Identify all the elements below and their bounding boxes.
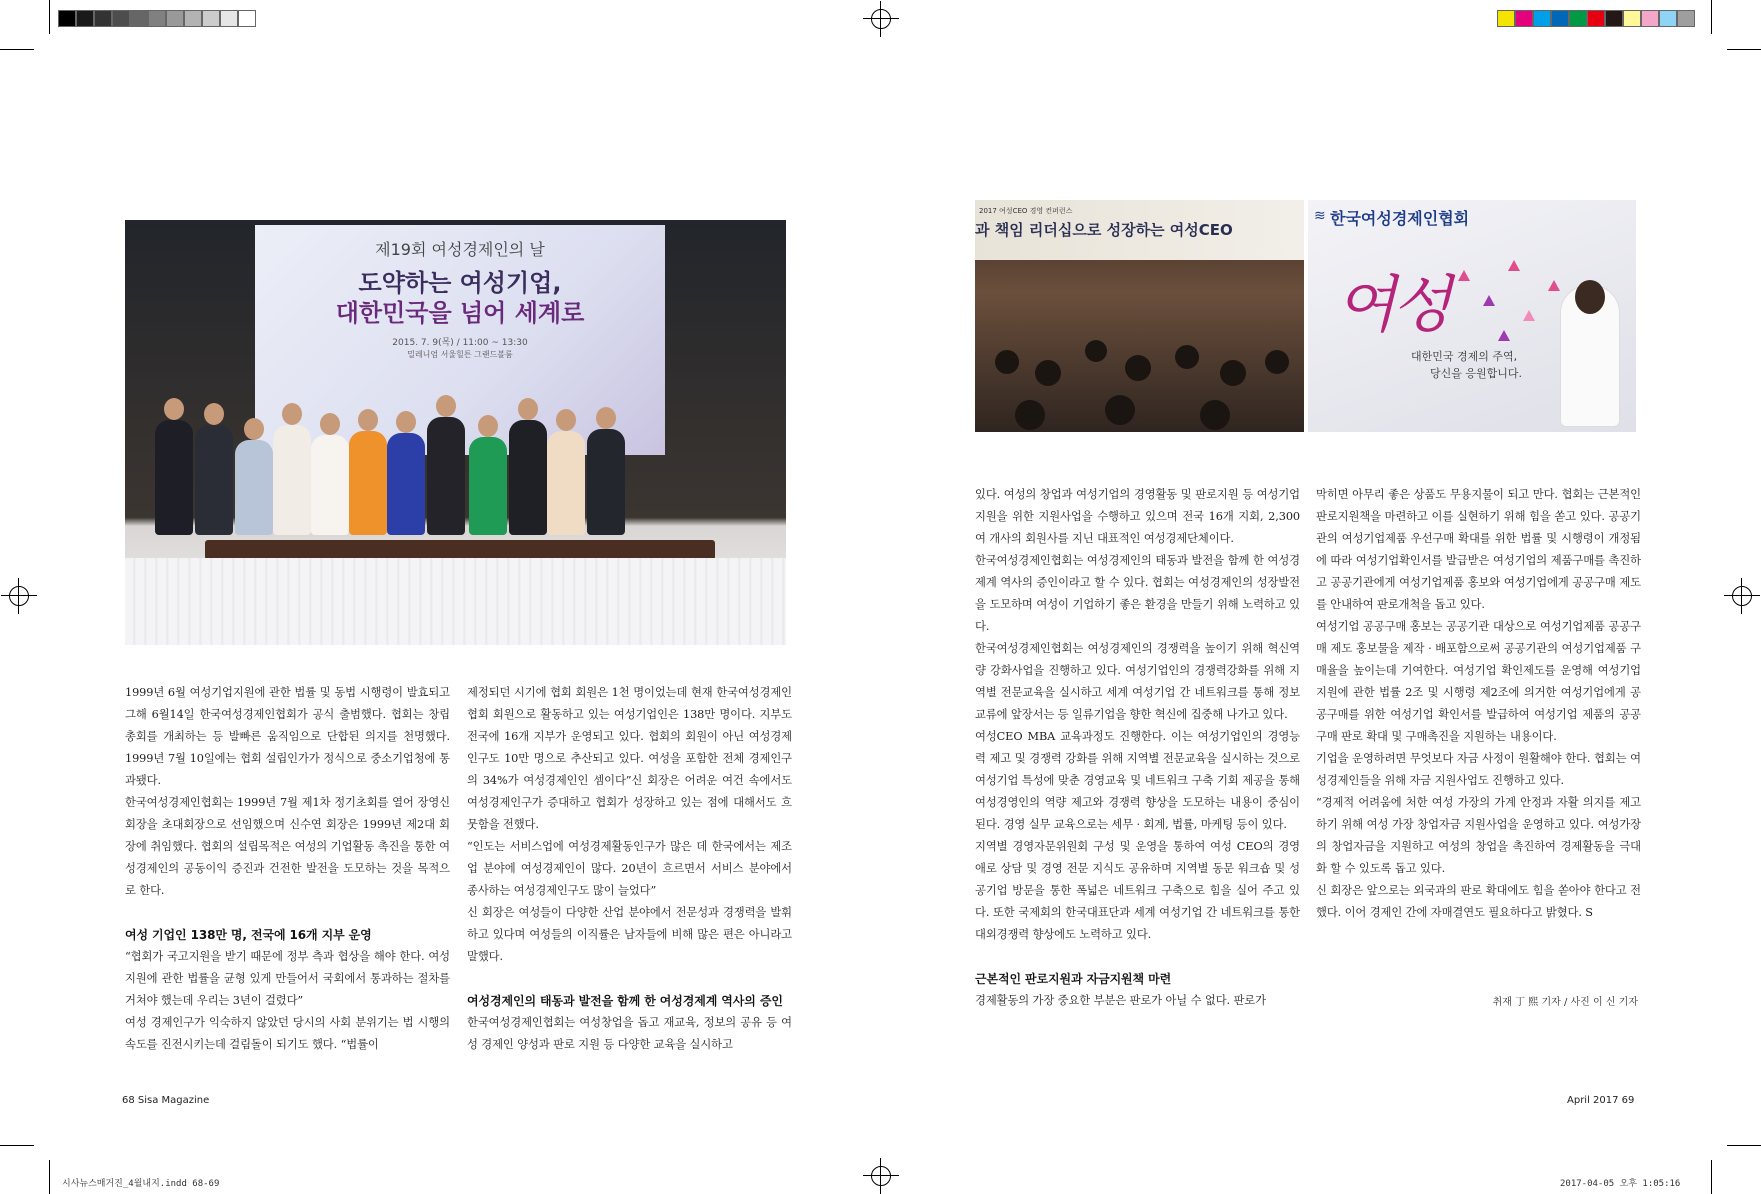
paragraph: “경제적 어려움에 처한 여성 가장의 가계 안정과 자활 의지를 제고하기 위해 여성 가장 창업자금 지원사업을 운영하고 있다. 여성가장의 창업자금을 지원하고 여성의 창업을 촉진하여 경제활동을 극대화 할 수 있도록 돕고 있다. [1316, 796, 1641, 875]
banner-venue: 밀레니엄 서울힐튼 그랜드볼룸 [407, 350, 513, 359]
calligraphy-word: 여성 [1336, 268, 1448, 341]
crop-mark [0, 49, 34, 50]
color-swatch [238, 10, 256, 27]
byline: 취재 丁 熙 기자 / 사진 이 신 기자 [1492, 997, 1638, 1008]
color-swatch [1659, 10, 1677, 27]
text-column-3 [975, 484, 1300, 1012]
banner-headline-2: 대한민국을 넘어 세계로 [335, 299, 585, 327]
paragraph: 여성CEO MBA 교육과정도 진행한다. 이는 여성기업인의 경영능력 제고 및 경쟁력 강화를 위해 지역별 전문교육을 실시하는 것으로 여성기업 특성에 맞춘 경영교육 및 네트워크 구축 기회 제공을 통해 여성경영인의 역량 제고와 경쟁력 향상을 도모하는 내용이 중심이된다. 경영 실무 교육으로는 세무 · 회계, 법률, 마케팅 등이 있다. [975, 730, 1300, 831]
paragraph: 여성기업 공공구매 홍보는 공공기관 대상으로 여성기업제품 공공구매 제도 홍보물을 제작 · 배포함으로써 공공기관의 여성기업제품 구매율을 높이는데 기여한다. 여성기업 확인제도를 운영해 여성기업지원에 관한 법률 2조 및 시행령 제2조에 의거한 여성기업에게 공공구매를 위한 여성기업 확인서를 발급하여 여성기업 제품의 공공구매 판로 확대 및 구매촉진을 지원하는 내용이다. [1316, 620, 1641, 743]
section-heading: 여성 기업인 138만 명, 전국에 16개 지부 운영 [125, 928, 372, 942]
paragraph-spacer [467, 968, 792, 990]
color-swatch [1623, 10, 1641, 27]
color-swatch [1677, 10, 1695, 27]
paragraph: 신 회장은 여성들이 다양한 산업 분야에서 전문성과 경쟁력을 발휘하고 있다며 여성들의 이직률은 남자들에 비해 많은 편은 아니라고 말했다. [467, 906, 792, 963]
color-swatch [1515, 10, 1533, 27]
association-tent-photo [1308, 200, 1636, 432]
banner-date: 2015. 7. 9(목) / 11:00 ~ 13:30 [392, 338, 528, 348]
file-slug: 시사뉴스매거진_4월내지.indd 68-69 [62, 1179, 220, 1189]
folio-right: April 2017 69 [1567, 1095, 1635, 1106]
paragraph: 지역별 경영자문위원회 구성 및 운영을 통하여 여성 CEO의 경영 애로 상담 및 경영 전문 지식도 공유하며 지역별 동문 워크숍 및 성공기업 방문을 통한 폭넓은 네트워크 구축으로 힘을 실어 주고 있다. 또한 국제회의 한국대표단과 세계 여성기업 간 네트워크를 통한 대외경쟁력 향상에도 노력하고 있다. [975, 840, 1300, 941]
crop-mark [1711, 1160, 1712, 1194]
color-swatch [1641, 10, 1659, 27]
color-swatch [1569, 10, 1587, 27]
color-swatch [1497, 10, 1515, 27]
banner-title: 제19회 여성경제인의 날 [375, 240, 545, 259]
color-swatch [94, 10, 112, 27]
color-swatch [112, 10, 130, 27]
color-swatch [148, 10, 166, 27]
color-swatch [1605, 10, 1623, 27]
paragraph: “인도는 서비스업에 여성경제활동인구가 많은 데 한국에서는 제조업 분야에 여성경제인이 많다. 20년이 흐르면서 서비스 분야에서 종사하는 여성경제인구도 많이 늘었다” [467, 840, 792, 897]
crop-mark [1727, 1145, 1761, 1146]
association-logo-icon: ≋ [1314, 208, 1326, 224]
registration-mark [863, 1158, 899, 1194]
crop-mark [1711, 0, 1712, 34]
group-of-people [155, 405, 765, 535]
color-swatch [1551, 10, 1569, 27]
paragraph-spacer [975, 946, 1300, 968]
text-column-1 [125, 682, 450, 1056]
paragraph: 한국여성경제인협회는 여성창업을 돕고 재교육, 정보의 공유 등 여성 경제인 양성과 판로 지원 등 다양한 교육을 실시하고 [467, 1016, 792, 1051]
table [125, 558, 786, 645]
text-column-2 [467, 682, 792, 1056]
paragraph: 여성 경제인구가 익숙하지 않았던 당시의 사회 분위기는 법 시행의 속도를 진전시키는데 걸림돌이 되기도 했다. “법률이 [125, 1016, 450, 1051]
conference-banner-title: 과 책임 리더십으로 성장하는 여성CEO [975, 221, 1233, 239]
gray-swatch-bar [58, 10, 256, 27]
paragraph: 한국여성경제인협회는 여성경제인의 태동과 발전을 함께 한 여성경제계 역사의 증인이라고 할 수 있다. 협회는 여성경제인의 성장발전을 도모하며 여성이 기업하기 좋은 환경을 만들기 위해 노력하고 있다. [975, 554, 1300, 633]
paragraph: 신 회장은 앞으로는 외국과의 판로 확대에도 힘을 쏟아야 한다고 전했다. 이어 경제인 간에 자매결연도 필요하다고 밝혔다. S [1316, 884, 1641, 919]
crop-mark [1727, 49, 1761, 50]
color-swatch [220, 10, 238, 27]
paragraph: 제정되던 시기에 협회 회원은 1천 명이었는데 현재 한국여성경제인협회 회원으로 활동하고 있는 여성기업인은 138만 명이다. 지부도 전국에 16개 지부가 운영되고 있다. 협회의 회원이 아닌 여성경제인구도 10만 명으로 추산되고 있다. 여성을 포함한 전체 경제인구의 34%가 여성경제인인 셈이다”신 회장은 어려운 여건 속에서도 여성경제인구가 증대하고 협회가 성장하고 있는 점에 대해서도 흐뭇함을 전했다. [467, 686, 792, 831]
paragraph: 한국여성경제인협회는 1999년 7월 제1차 정기초회를 열어 장영신 회장을 초대회장으로 선임했으며 신수연 회장은 1999년 제2대 회장에 취임했다. 협회의 설립목적은 여성의 기업활동 촉진을 통한 여성경제인의 공동이익 증진과 건전한 발전을 도모하는 것을 목적으로 한다. [125, 796, 450, 897]
color-swatch [130, 10, 148, 27]
model-figure [1560, 285, 1620, 427]
crop-mark [0, 1145, 34, 1146]
color-swatch [1533, 10, 1551, 27]
color-swatch [76, 10, 94, 27]
slogan-line-1: 대한민국 경제의 주역, [1411, 350, 1518, 363]
cake [205, 540, 715, 560]
folio-left: 68 Sisa Magazine [122, 1095, 210, 1106]
slogan-line-2: 당신을 응원합니다. [1430, 367, 1523, 380]
color-swatch [58, 10, 76, 27]
section-heading: 여성경제인의 태동과 발전을 함께 한 여성경제계 역사의 증인 [467, 994, 783, 1008]
timestamp-slug: 2017-04-05 오후 1:05:16 [1560, 1179, 1681, 1189]
color-swatch-bar [1497, 10, 1695, 27]
banner-headline: 도약하는 여성기업, [358, 269, 562, 297]
color-swatch [1587, 10, 1605, 27]
paragraph: “협회가 국고지원을 받기 때문에 정부 측과 협상을 해야 한다. 여성지원에 관한 법률을 균형 있게 만들어서 국회에서 통과하는 절차를 거쳐야 했는데 우리는 3년이 걸렸다” [125, 950, 450, 1007]
paragraph: 기업을 운영하려면 무엇보다 자금 사정이 원활해야 한다. 협회는 여성경제인들을 위해 자금 지원사업도 진행하고 있다. [1316, 752, 1641, 787]
paragraph: 있다. 여성의 창업과 여성기업의 경영활동 및 판로지원 등 여성기업 지원을 위한 지원사업을 수행하고 있으며 전국 16개 지회, 2,300여 개사의 회원사를 지닌 대표적인 여성경제단체이다. [975, 488, 1300, 545]
conference-photo [975, 200, 1304, 432]
event-photo [125, 220, 786, 645]
color-swatch [166, 10, 184, 27]
paragraph: 경제활동의 가장 중요한 부분은 판로가 아닐 수 없다. 판로가 [975, 994, 1266, 1007]
color-swatch [202, 10, 220, 27]
crop-mark [49, 1160, 50, 1194]
registration-mark [1, 578, 37, 614]
conference-banner-small: 2017 여성CEO 경영 컨퍼런스 [979, 207, 1073, 215]
paragraph-spacer [125, 902, 450, 924]
conference-banner [975, 200, 1304, 260]
registration-mark [863, 1, 899, 37]
section-heading: 근본적인 판로지원과 자금지원책 마련 [975, 972, 1172, 986]
registration-mark [1724, 578, 1760, 614]
paragraph: 한국여성경제인협회는 여성경제인의 경쟁력을 높이기 위해 혁신역량 강화사업을 진행하고 있다. 여성기업인의 경쟁력강화를 위해 지역별 전문교육을 실시하고 세계 여성기업 간 네트워크를 통해 정보교류에 앞장서는 등 일류기업을 향한 혁신에 집중해 나가고 있다. [975, 642, 1300, 721]
color-swatch [184, 10, 202, 27]
association-name: 한국여성경제인협회 [1330, 209, 1470, 228]
crop-mark [49, 0, 50, 34]
text-column-4 [1316, 484, 1641, 924]
paragraph: 막히면 아무리 좋은 상품도 무용지물이 되고 만다. 협회는 근본적인 판로지원책을 마련하고 이를 실현하기 위해 힘을 쏟고 있다. 공공기관의 여성기업제품 우선구매 확대를 위한 법률 및 시행령이 개정됨에 따라 여성기업확인서를 발급받은 여성기업의 제품구매를 촉진하고 공공기관에게 여성기업제품 홍보와 여성기업에게 공공구매 제도를 안내하여 판로개척을 돕고 있다. [1316, 488, 1641, 611]
paragraph: 1999년 6월 여성기업지원에 관한 법률 및 동법 시행령이 발효되고 그해 6월14일 한국여성경제인협회가 공식 출범했다. 협회는 창립총회를 개최하는 등 발빠른 움직임으로 단합된 의지를 천명했다. 1999년 7월 10일에는 협회 설립인가가 정식으로 중소기업청에 통과됐다. [125, 686, 450, 787]
